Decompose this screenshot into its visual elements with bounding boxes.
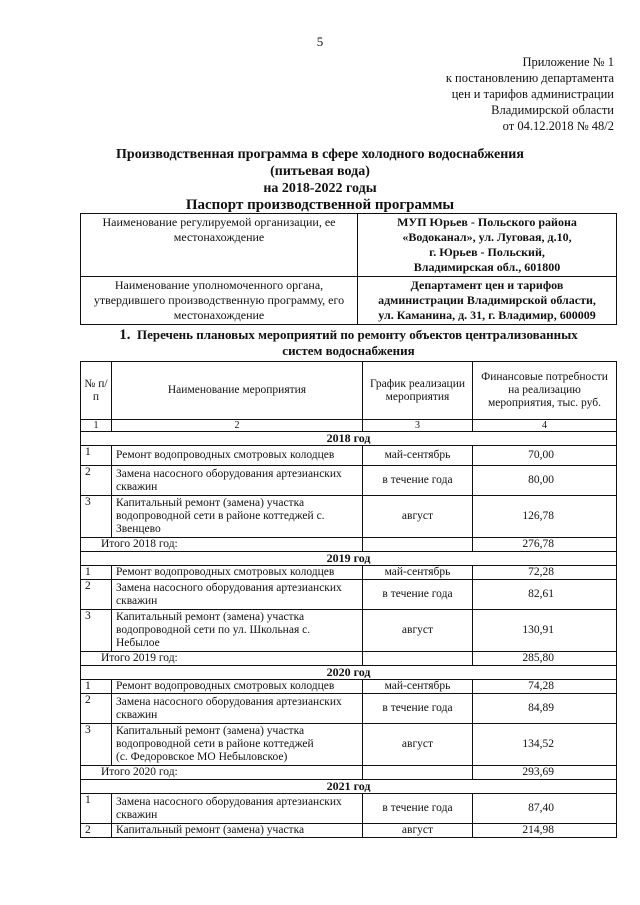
year-row xyxy=(81,552,617,566)
total-value: 293,69 xyxy=(473,766,617,780)
table-row xyxy=(81,446,617,466)
table-row xyxy=(81,566,617,580)
table-row xyxy=(81,610,617,652)
value-line: ул. Каманина, д. 31, г. Владимир, 600009 xyxy=(378,308,596,322)
row-name: Замена насосного оборудования артезианских скважин xyxy=(112,466,363,496)
row-schedule: май-сентябрь xyxy=(363,566,473,580)
row-name: Ремонт водопроводных смотровых колодцев xyxy=(112,680,363,694)
index-cell: 2 xyxy=(112,420,363,432)
total-label: Итого 2018 год: xyxy=(81,538,363,552)
header-schedule: График реализации мероприятия xyxy=(363,362,473,420)
row-name: Ремонт водопроводных смотровых колодцев xyxy=(112,446,363,466)
year-label: 2018 год xyxy=(81,432,617,446)
value-line: Владимирская обл., 601800 xyxy=(413,260,561,274)
row-finance: 126,78 xyxy=(473,496,617,538)
row-finance: 82,61 xyxy=(473,580,617,610)
title-line: Производственная программа в сфере холодного водоснабжения xyxy=(116,147,524,162)
row-num: 3 xyxy=(81,610,112,652)
appendix-line: от 04.12.2018 № 48/2 xyxy=(502,119,614,133)
section-title xyxy=(80,327,617,359)
table-row xyxy=(81,724,617,766)
total-row xyxy=(81,538,617,552)
year-label: 2020 год xyxy=(81,666,617,680)
row-num: 3 xyxy=(81,724,112,766)
row-finance: 74,28 xyxy=(473,680,617,694)
row-schedule: май-сентябрь xyxy=(363,446,473,466)
row-name: Ремонт водопроводных смотровых колодцев xyxy=(112,566,363,580)
total-row xyxy=(81,652,617,666)
appendix-block xyxy=(374,54,614,134)
row-name: Замена насосного оборудования артезианских скважин xyxy=(112,694,363,724)
row-finance: 70,00 xyxy=(473,446,617,466)
appendix-line: к постановлению департамента xyxy=(445,71,614,85)
row-num: 3 xyxy=(81,496,112,538)
row-name: Капитальный ремонт (замена) участка водопроводной сети в районе коттеджей (с. Федоровское МО Небыловское) xyxy=(112,724,363,766)
row-name: Замена насосного оборудования артезианских скважин xyxy=(112,794,363,824)
passport-table xyxy=(80,213,617,325)
total-value: 285,80 xyxy=(473,652,617,666)
row-name: Капитальный ремонт (замена) участка xyxy=(112,824,363,838)
title-line: (питьевая вода) xyxy=(270,164,370,179)
passport-heading: Паспорт производственной программы xyxy=(185,197,455,213)
table-row xyxy=(81,794,617,824)
table-row xyxy=(81,466,617,496)
header-num: № п/п xyxy=(81,362,112,420)
row-schedule: май-сентябрь xyxy=(363,680,473,694)
row-schedule: в течение года xyxy=(363,694,473,724)
total-label: Итого 2020 год: xyxy=(81,766,363,780)
table-row xyxy=(81,694,617,724)
appendix-line: Приложение № 1 xyxy=(522,55,614,69)
header-finance: Финансовые потребности на реализацию мероприятия, тыс. руб. xyxy=(473,362,617,420)
section-title-line: систем водоснабжения xyxy=(282,343,415,358)
index-cell: 4 xyxy=(473,420,617,432)
index-cell: 1 xyxy=(81,420,112,432)
row-schedule: в течение года xyxy=(363,466,473,496)
document-title xyxy=(0,146,640,197)
row-num: 1 xyxy=(81,446,112,466)
row-schedule: август xyxy=(363,610,473,652)
section-number: 1. xyxy=(119,327,131,343)
row-num: 2 xyxy=(81,694,112,724)
header-row xyxy=(81,362,617,420)
passport-label: Наименование уполномоченного органа, утвердившего производственную программу, его местонахождение xyxy=(81,277,358,325)
passport-row xyxy=(81,214,617,277)
year-row xyxy=(81,666,617,680)
row-num: 1 xyxy=(81,680,112,694)
row-name: Замена насосного оборудования артезианских скважин xyxy=(112,580,363,610)
passport-label: Наименование регулируемой организации, ее местонахождение xyxy=(81,214,358,277)
value-line: администрации Владимирской области, xyxy=(378,293,596,307)
value-line: МУП Юрьев - Польского района xyxy=(397,215,577,229)
row-schedule: в течение года xyxy=(363,580,473,610)
row-finance: 214,98 xyxy=(473,824,617,838)
passport-value xyxy=(358,214,617,277)
row-finance: 72,28 xyxy=(473,566,617,580)
row-schedule: август xyxy=(363,824,473,838)
appendix-line: цен и тарифов администрации xyxy=(451,87,614,101)
year-label: 2021 год xyxy=(81,780,617,794)
row-num: 1 xyxy=(81,794,112,824)
row-num: 2 xyxy=(81,580,112,610)
total-value: 276,78 xyxy=(473,538,617,552)
section-title-line: Перечень плановых мероприятий по ремонту объектов централизованных xyxy=(136,327,578,342)
row-finance: 87,40 xyxy=(473,794,617,824)
index-row xyxy=(81,420,617,432)
passport-value xyxy=(358,277,617,325)
table-row xyxy=(81,680,617,694)
row-finance: 134,52 xyxy=(473,724,617,766)
appendix-line: Владимирской области xyxy=(491,103,614,117)
total-label: Итого 2019 год: xyxy=(81,652,363,666)
row-schedule: август xyxy=(363,496,473,538)
row-num: 1 xyxy=(81,566,112,580)
year-row xyxy=(81,432,617,446)
row-schedule: в течение года xyxy=(363,794,473,824)
row-finance: 84,89 xyxy=(473,694,617,724)
row-num: 2 xyxy=(81,824,112,838)
row-name: Капитальный ремонт (замена) участка водопроводной сети по ул. Школьная с. Небылое xyxy=(112,610,363,652)
table-row xyxy=(81,824,617,838)
title-line: на 2018-2022 годы xyxy=(263,181,377,196)
row-schedule: август xyxy=(363,724,473,766)
row-name: Капитальный ремонт (замена) участка водопроводной сети в районе коттеджей с. Звенцево xyxy=(112,496,363,538)
row-finance: 80,00 xyxy=(473,466,617,496)
page-number: 5 xyxy=(316,34,324,49)
total-row xyxy=(81,766,617,780)
passport-row xyxy=(81,277,617,325)
table-row xyxy=(81,580,617,610)
index-cell: 3 xyxy=(363,420,473,432)
measures-table xyxy=(80,361,617,838)
year-label: 2019 год xyxy=(81,552,617,566)
value-line: Департамент цен и тарифов xyxy=(410,278,564,292)
row-finance: 130,91 xyxy=(473,610,617,652)
value-line: г. Юрьев - Польский, xyxy=(429,245,545,259)
table-row xyxy=(81,496,617,538)
value-line: «Водоканал», ул. Луговая, д.10, xyxy=(402,230,572,244)
year-row xyxy=(81,780,617,794)
header-name: Наименование мероприятия xyxy=(112,362,363,420)
row-num: 2 xyxy=(81,466,112,496)
